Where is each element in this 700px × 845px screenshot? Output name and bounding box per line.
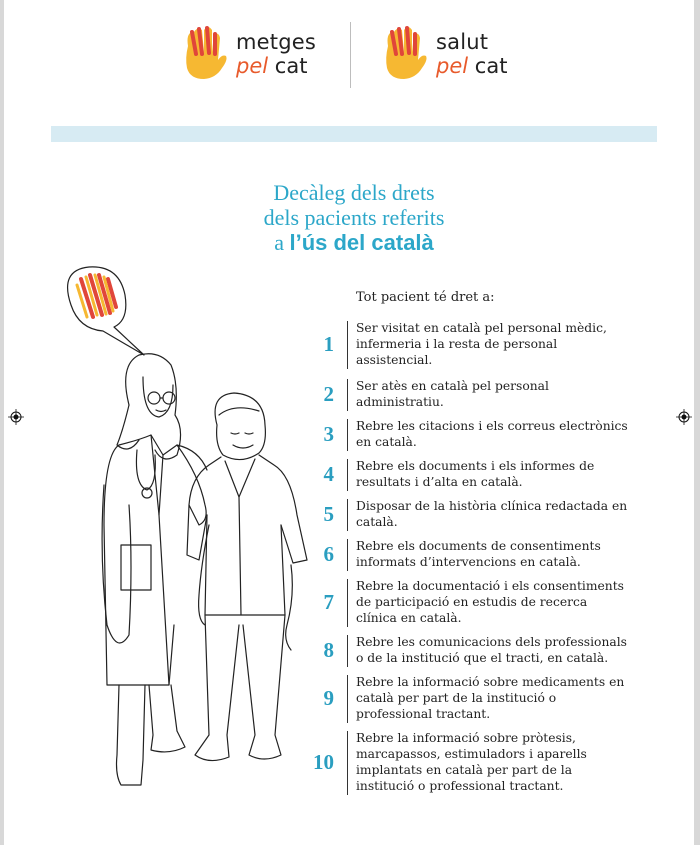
salut-pel-cat-logo [382,24,532,84]
right-number: 8 [323,638,334,662]
hand-icon [382,24,430,82]
right-divider [347,499,348,531]
right-number: 7 [323,590,334,614]
right-divider [347,379,348,411]
right-number: 1 [323,332,334,356]
intro-text: Tot pacient té dret a: [356,290,495,305]
right-divider [347,579,348,627]
doctor-and-patient-illustration [59,265,319,795]
right-text: Ser visitat en català pel personal mèdic, infermeria i la resta de personal assistencial. [356,321,607,367]
logo-word: salut [436,30,489,54]
right-divider [347,635,348,667]
registration-mark-icon [8,409,24,425]
metges-pel-cat-logo [182,24,332,84]
right-number: 6 [323,542,334,566]
right-text: Rebre la informació sobre pròtesis, marcapassos, estimuladors i aparells implantats en català per part de la institució o professional tractant. [356,731,587,793]
logo-pel: pel [236,54,269,78]
page-edge-left [0,0,4,845]
right-number: 9 [323,686,334,710]
hand-icon [182,24,230,82]
document-page [4,0,694,845]
right-text: Rebre els documents de consentiments informats d’intervencions en català. [356,539,601,569]
right-text: Rebre les comunicacions dels professionals o de la institució que el tracti, en català. [356,635,627,665]
right-divider [347,459,348,491]
page-edge-right [694,0,700,845]
right-number: 5 [323,502,334,526]
header-band [51,126,657,142]
logo-cat: cat [274,54,308,78]
right-divider [347,539,348,571]
logo-divider [350,22,351,88]
right-text: Rebre la informació sobre medicaments en català per part de la institució o professional tractant. [356,675,625,721]
right-divider [347,731,348,795]
page-title [154,180,554,255]
right-text: Rebre les citacions i els correus electrònics en català. [356,419,628,449]
right-divider [347,321,348,369]
right-text: Rebre la documentació i els consentiments de participació en estudis de recerca clínica en català. [356,579,624,625]
title-line-3-bold: l’ús del català [289,230,434,255]
right-divider [347,419,348,451]
right-number: 4 [323,462,334,486]
right-text: Ser atès en català pel personal administratiu. [356,379,549,409]
right-number: 2 [323,382,334,406]
title-line-2: dels pacients referits [263,205,445,230]
right-number: 3 [323,422,334,446]
right-text: Rebre els documents i els informes de resultats i d’alta en català. [356,459,595,489]
registration-mark-icon [676,409,692,425]
right-number: 10 [313,750,334,774]
right-text: Disposar de la història clínica redactada en català. [356,499,628,529]
logo-cat: cat [474,54,508,78]
right-divider [347,675,348,723]
title-line-1: Decàleg dels drets [273,180,435,205]
logo-pel: pel [436,54,469,78]
title-line-3-prefix: a [274,230,284,255]
logo-word: metges [236,30,317,54]
